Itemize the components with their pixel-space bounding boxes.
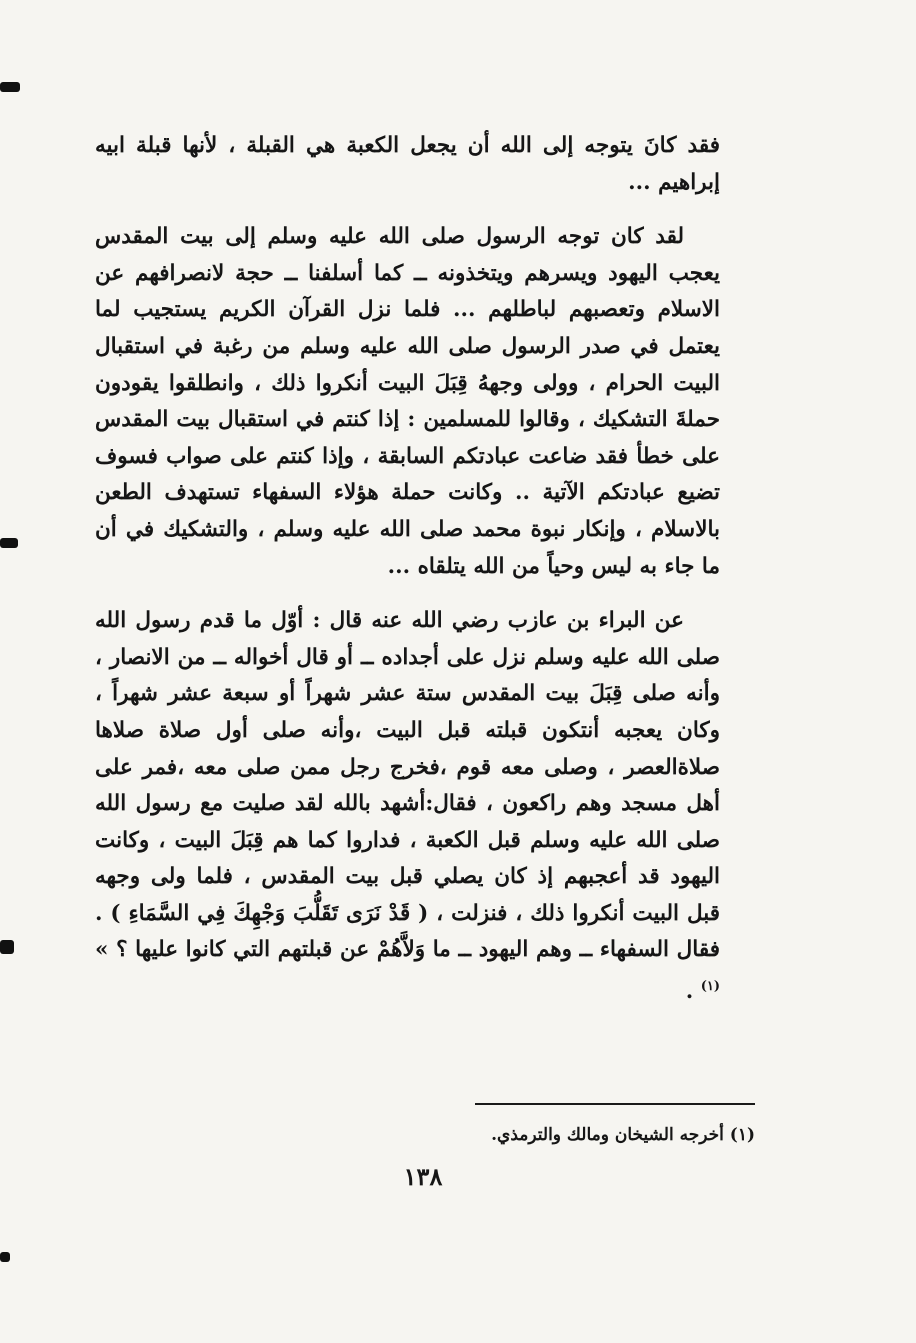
footnote-divider	[475, 1103, 755, 1105]
scan-margin-mark-top	[0, 82, 20, 92]
scan-margin-mark-middle	[0, 538, 18, 548]
hadith-text: عن البراء بن عازب رضي الله عنه قال : أوّل ما قدم رسول الله صلى الله عليه وسلم نزل على أجداده ــ أو قال أخواله ــ من الانصار ، وأنه صلى قِبَلَ بيت المقدس ستة عشر شهراً أو سبعة عشر شهراً ، وكان يعجبه أنتكون قبلته قبل البيت ،وأنه صلى أول صلاة صلاها صلاةالعصر ، وصلى معه قوم ،فخرج رجل ممن صلى معه ،فمر على أهل مسجد وهم راكعون ، فقال:أشهد بالله لقد صليت مع رسول الله صلى الله عليه وسلم قبل الكعبة ، فداروا كما هم قِبَلَ البيت ، وكانت اليهود قد أعجبهم إذ كان يصلي قبل بيت المقدس ، فلما ولى وجهه قبل البيت أنكروا ذلك ، فنزلت ، ( قَدْ نَرَى تَقَلُّبَ وَجْهِكَ فِي السَّمَاءِ ) . فقال السفهاء ــ وهم اليهود ــ ما وَلاَّهُمْ عن قبلتهم التي كانوا عليها ؟ »	[95, 608, 720, 963]
paragraph-intro: فقد كانَ يتوجه إلى الله أن يجعل الكعبة هي القبلة ، لأنها قبلة ابيه إبراهيم ...	[95, 133, 720, 195]
page-number: ١٣٨	[403, 1162, 443, 1191]
paragraph-hadith	[95, 603, 720, 1011]
scan-margin-mark-bottom	[0, 1252, 10, 1262]
footnote-reference: (١)	[700, 979, 720, 995]
main-text	[95, 128, 720, 1011]
paragraph-gap	[95, 201, 720, 219]
paragraph-jews-objection: لقد كان توجه الرسول صلى الله عليه وسلم إلى بيت المقدس يعجب اليهود ويسرهم ويتخذونه ــ كما أسلفنا ــ حجة لانصرافهم عن الاسلام وتعصبهم لباطلهم ... فلما نزل القرآن الكريم يستجيب لما يعتمل في صدر الرسول صلى الله عليه وسلم من رغبة في استقبال البيت الحرام ، وولى وجههُ قِبَلَ البيت أنكروا ذلك ، وانطلقوا يقودون حملةَ التشكيك ، وقالوا للمسلمين : إذا كنتم في استقبال بيت المقدس على خطأ فقد ضاعت عبادتكم السابقة ، وإذا كنتم على صواب فسوف تضيع عبادتكم الآتية .. وكانت حملة هؤلاء السفهاء تستهدف الطعن بالاسلام ، وإنكار نبوة محمد صلى الله عليه وسلم ، والتشكيك في أن ما جاء به ليس وحياً من الله يتلقاه ...	[95, 224, 720, 579]
scan-margin-mark-lower	[0, 940, 14, 954]
footnote: (١) أخرجه الشيخان ومالك والترمذي.	[491, 1125, 755, 1145]
paragraph-gap	[95, 585, 720, 603]
closing-period: .	[685, 979, 694, 1005]
